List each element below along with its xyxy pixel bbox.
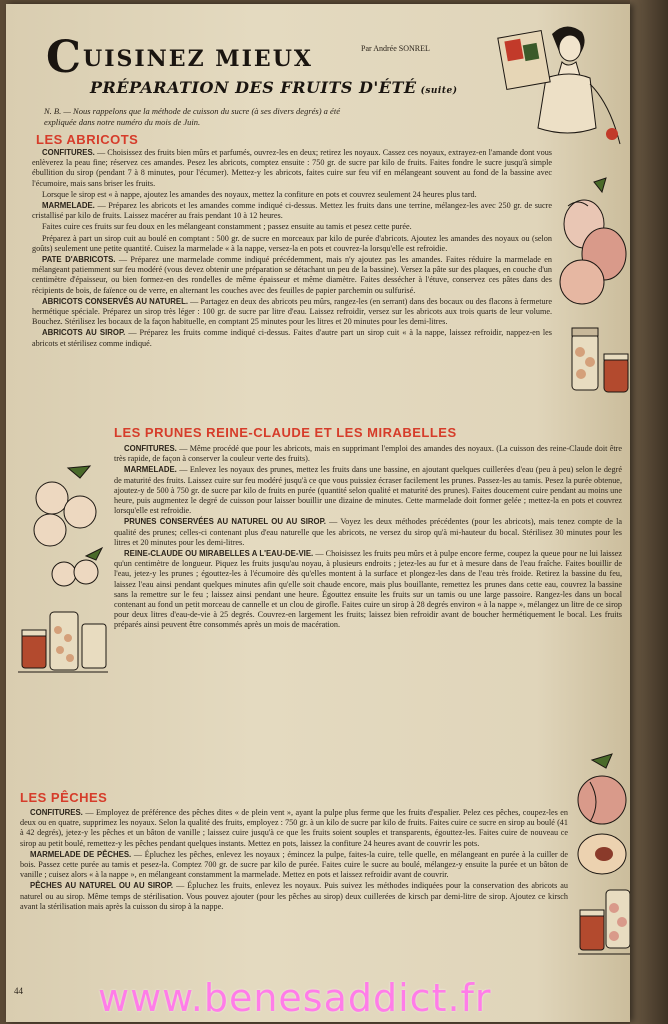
paragraph-lead: MARMELADE. [124,465,177,475]
subtitle-text: PRÉPARATION DES FRUITS D'ÉTÉ [90,78,417,97]
peach-jars-illustration [578,884,630,964]
paragraph-text: — Choisissez des fruits bien mûrs et parfumés, ouvrez-les en deux; retirez les noyaux. Cassez ces noyaux, extrayez-en l'amande dont vous enlèverez la peau fine; réservez ces amandes. Pesez les abricots, comptez ensuite : 750 gr. de sucre par kilo de fruits. Faites fondre le sucre jusqu'à simple ébullition du sirop (pendant 7 à 8 minutes, pour l'écumer). Mettez-y les abricots, faites cuire sur feu vif en mélangeant souvent au fond de la bassine avec l'écumoire, mais sans briser les fruits. [32,148,552,188]
section-body-peches [20,808,568,978]
paragraph-text: Faites cuire ces fruits sur feu doux en les mélangeant constamment ; passez ensuite au tamis et pesez cette purée. [42,222,412,232]
paragraph-lead: PATE D'ABRICOTS. [42,255,116,265]
paragraph-text: — Employez de préférence des pêches dites « de plein vent », ayant la pulpe plus ferme que les fruits d'espalier. Pelez ces pêches, coupez-les en deux ou en quatre, supprimez les noyaux. Selon la qualité des fruits, employez : 750 gr. à un kilo de sucre par kilo de fruits. Faites cuire ce sucre en sirop au boulé (41 à 42 degrés), jetez-y les pêches et un bâton de vanille ; laissez cuire jusqu'à ce que les fruits soient souples et transparents, égouttez-les. Faites cuire de nouveau ce sirop au petit boulé, remettez-y les pêches pendant quelques instants. Mettez en pots, laissez la confiture 24 heures avant de couvrir les pots. [20,808,568,848]
paragraph [32,234,552,254]
paragraph [114,465,622,516]
paragraph-text: — Partagez en deux des abricots peu mûrs, rangez-les (en serrant) dans des bocaux ou des flacons à fermeture hermétique spéciale. Préparez un sirop très léger : 100 gr. de sucre par litre d'eau. Laissez refroidir, versez sur les abricots aux trois quarts de leur volume. Bouchez. Stérilisez les bocaux de la façon habituelle, en comptant 25 minutes pour les litres et 20 minutes pour les demi-litres. [32,296,552,327]
section-body-prunes [114,444,622,694]
preserve-jars-illustration [18,604,110,680]
title-rest: UISINEZ MIEUX [83,46,313,72]
paragraph [32,255,552,296]
paragraph-lead: MARMELADE. [42,201,95,211]
paragraph-lead: ABRICOTS AU SIROP. [42,328,126,338]
page-number: 44 [14,986,23,996]
paragraph [32,190,552,200]
paragraph-text: — Même procédé que pour les abricots, mais en supprimant l'emploi des amandes des noyaux. (La cuisson des reine-Claude doit être très rapide, de façon à conserver la couleur verte des fruits). [114,444,622,464]
apricots-illustration [554,176,630,316]
paragraph-lead: MARMELADE DE PÊCHES. [30,849,132,859]
paragraph [20,881,568,912]
paragraph-lead: CONFITURES. [30,808,83,817]
title-initial: C [46,32,84,83]
paragraph-text: — Préparez les fruits comme indiqué ci-dessus. Faites d'autre part un sirop cuit « à la nappe, laissez refroidir, nappez-en les abricots et stérilisez comme indiqué. [32,328,552,348]
section-body-abricots [32,148,552,423]
paragraph-text: — Épluchez les pêches, enlevez les noyaux ; émincez la pulpe, faites-la cuire, telle quelle, en mélangeant en purée à la cuiller de bois. Passez cette purée au tamis et pesez-la. Comptez 700 gr. de sucre par kilo de purée. Faites cuire le sucre au boulé, mélangez-y ensuite la purée et un bâton de vanille ; cuisez alors « à la nappe », en mélangeant constamment la marmelade. Mettez en pots et laissez refroidir avant de couvrir. [20,849,568,880]
paragraph-text: — Épluchez les fruits, enlevez les noyaux. Puis suivez les méthodes indiquées pour la conservation des abricots au naturel ou au sirop. Même temps de stérilisation. Vous pouvez ajouter (pour les pêches au sirop) deux cuillerées de kirsch par demi-litre de sirop. Ajoutez ce kirsch avant la stérilisation mais après la cuisson du sirop à la nappe. [20,881,568,911]
paragraph [114,444,622,464]
paragraph [114,517,622,548]
editor-note: N. B. — Nous rappelons que la méthode de cuisson du sucre (à ses divers degrés) a été expliquée dans notre numéro du mois de Juin. [44,106,340,127]
paragraph-text: — Choisissez les fruits peu mûrs et à pulpe encore ferme, coupez la queue pour ne lui laissez qu'un centimètre de longueur. Piquez les fruits jusqu'au noyau, à plusieurs endroits ; jetez-les au fur et à mesure dans de l'eau fraîche. Faites bouillir de l'eau, jetez-y les prunes ; égouttez-les à l'écumoire dès qu'elles montent à la surface et plongez-les dans de l'eau très froide. Retirez la bassine du feu, laissez l'eau ainsi pendant quelques minutes afin qu'elle soit chaude encore, mais plus bouillante, remettez les prunes dans cette eau, couvrez la bassine sans la remettre sur le feu ; laissez ainsi pendant une heure. Égouttez ensuite les fruits sur un tamis ou une large passoire. Rangez-les dans un bocal contenant au fond un petit morceau de cannelle et un clou de girofle. Faites cuire un sirop à 28 degrés environ « à la nappe », mélangez un litre de ce sirop pour deux litres d'eau-de-vie à 25 degrés. Couvrez-en largement les fruits; laissez bien refroidir avant de boucher hermétiquement le bocal. Les fruits préparés ainsi peuvent être consommés après un mois de macération. [114,549,622,630]
paragraph-lead: CONFITURES. [124,444,177,453]
book-spine [630,0,668,1024]
watermark: www.benesaddict.fr [98,976,492,1020]
subtitle-suite: (suite) [420,86,458,96]
magazine-page [6,4,630,1022]
paragraph [32,148,552,189]
paragraph [114,549,622,631]
page-subtitle [90,78,458,97]
paragraph [20,850,568,881]
paragraph [20,808,568,849]
paragraph [32,201,552,221]
peaches-illustration [572,752,630,882]
section-heading-abricots: LES ABRICOTS [36,132,139,147]
paragraph-lead: REINE-CLAUDE OU MIRABELLES A L'EAU-DE-VIE. [124,549,314,559]
paragraph-text: — Préparez les abricots et les amandes comme indiqué ci-dessus. Mettez les fruits dans une terrine, mélangez-les avec 250 gr. de sucre cristallisé par kilo de fruits. Laissez macérer au frais pendant 10 à 12 heures. [32,201,552,221]
paragraph-lead: ABRICOTS CONSERVÉS AU NATUREL. [42,296,189,306]
paragraph [32,297,552,328]
paragraph-text: — Préparez une marmelade comme indiqué précédemment, mais n'y ajoutez pas les amandes. Faites réduire la marmelade en mélangeant patiemment sur feu modéré (vous devez obtenir une préparation se détachant un peu de la bassine). Versez la pâte sur des plaques, en couche d'un centimètre d'épaisseur, ou bien formez-en des rondelles de même épaisseur et même diamètre. Faites dessécher à l'étuve, conservez ces pâtes dans des récipients de bois, de faïence ou de verre, en alternant les couches avec des feuilles de papier parchemin ou sulfurisé. [32,255,552,295]
paragraph-text: — Enlevez les noyaux des prunes, mettez les fruits dans une bassine, en ajoutant quelques cuillerées d'eau (peu à peu) selon le degré de maturité des fruits. Laissez cuire sur feu modéré jusqu'à ce que vous puissiez écraser facilement les prunes. Passez-les au tamis. Pesez la purée obtenue, ajoutez-y de 500 à 750 gr. de sucre par kilo de fruits en purée (quantité selon qualité et maturité des prunes). Faites doucement cuire pendant au moins une heure, puis augmentez le degré de cuisson pour laisser bouillir une dizaine de minutes. Cette marmelade doit former gelée ; mettez-la en pots et couvrez lorsqu'elle est refroidie. [114,465,622,516]
paragraph-lead: PÊCHES AU NATUREL OU AU SIROP. [30,881,174,891]
paragraph-lead: CONFITURES. [42,148,95,157]
paragraph-text: Préparez à part un sirop cuit au boulé en comptant : 500 gr. de sucre en morceaux par kilo de purée d'abricots. Ajoutez les amandes des noyaux ou (selon goûts) seulement une petite quantité. Cuisez la marmelade « à la nappe, versez-la en pots et couvrez-la lorsqu'elle est refroidie. [32,233,552,253]
paragraph [32,328,552,348]
plums-illustration [24,464,108,594]
paragraph [32,222,552,232]
jars-illustration [566,322,630,402]
paragraph-lead: PRUNES CONSERVÉES AU NATUREL OU AU SIROP. [124,517,326,527]
paragraph-text: — Voyez les deux méthodes précédentes (pour les abricots), mais tenez compte de la qualité des prunes; celles-ci contenant plus d'eau naturelle que les abricots, ne versez du sirop qu'à mi-hauteur du bocal. Stérilisez 30 minutes pour les litres et 20 minutes pour les demi-litres. [114,517,622,547]
author-byline: Par Andrée SONREL [361,44,430,53]
section-heading-peches: LES PÊCHES [20,790,108,805]
paragraph-text: Lorsque le sirop est « à nappe, ajoutez les amandes des noyaux, mettez la confiture en pots et couvrez seulement 24 heures plus tard. [42,189,477,199]
page-title [46,32,313,83]
section-heading-prunes: LES PRUNES REINE-CLAUDE ET LES MIRABELLES [114,425,457,440]
